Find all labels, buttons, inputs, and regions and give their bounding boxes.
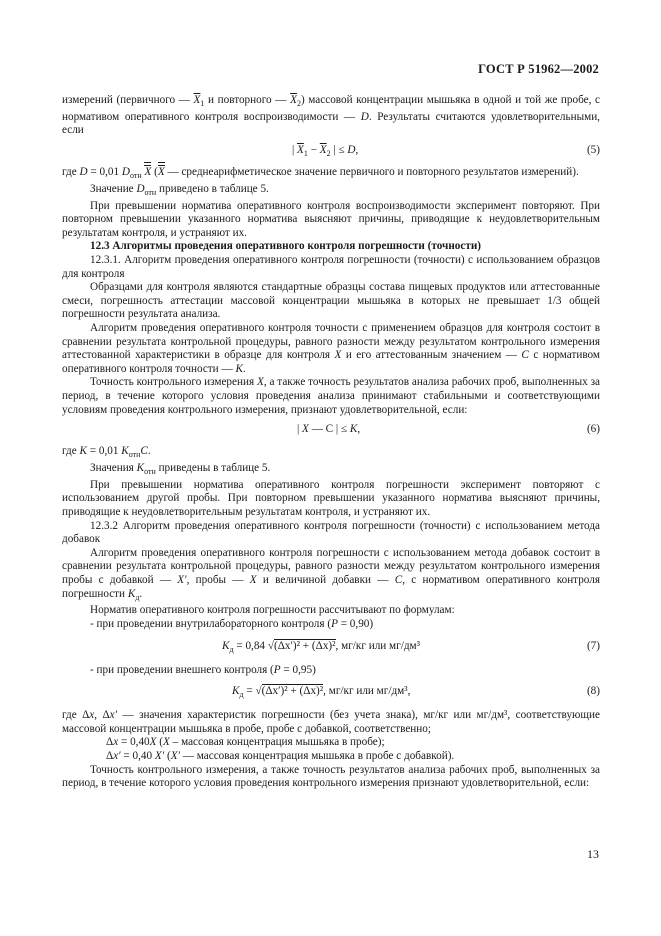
subscript: отн xyxy=(144,467,156,477)
text: . xyxy=(139,587,143,600)
unit: , мг/кг или мг/дм³ xyxy=(335,639,420,652)
var-k: K xyxy=(349,423,358,436)
text: - при проведении внешнего контроля ( xyxy=(90,663,274,676)
text: – массовая концентрация мышьяка в пробе); xyxy=(169,736,385,749)
var-x: X xyxy=(302,423,309,436)
text: с нормативом оперативного контроля точности — xyxy=(62,349,600,375)
var-x2: $\overline{X}$ xyxy=(290,94,297,106)
formula-expression xyxy=(222,640,420,657)
text: , xyxy=(357,423,361,436)
var-k: K xyxy=(136,462,145,474)
radicand: (Δx′)² + (Δx)² xyxy=(273,639,336,652)
formula-5 xyxy=(62,138,600,166)
text: = 0,40 xyxy=(118,736,150,749)
text: Алгоритм проведения оперативного контроля погрешности с использованием метода добавок состоит в сравнении результата контрольной процедуры, равного разности между результатом контрольного измерения пробы с добавкой — xyxy=(62,546,600,586)
subscript: 2 xyxy=(326,149,331,159)
document-code: ГОСТ Р 51962—2002 xyxy=(478,62,599,76)
text: ( xyxy=(164,749,171,762)
subscript: 1 xyxy=(200,99,205,109)
list-item xyxy=(62,618,600,632)
radicand: (Δx′)² + (Δx)² xyxy=(261,685,324,698)
text: , пробы — xyxy=(186,573,250,586)
text: , с нормативом оперативного контроля погрешности xyxy=(62,573,600,600)
formula-7 xyxy=(62,632,600,664)
subsection-heading: 12.3.2 Алгоритм проведения оперативного контроля погрешности (точности) с использованием метода добавок xyxy=(62,519,600,546)
paragraph xyxy=(62,166,600,183)
var-x1: $\overline{X}$ xyxy=(297,144,304,157)
text: = 0,90) xyxy=(337,618,374,630)
var-x: X xyxy=(163,736,170,749)
paragraph xyxy=(62,94,600,138)
paragraph xyxy=(62,281,600,322)
text: Точность контрольного измерения xyxy=(90,376,257,389)
text: ( xyxy=(151,166,158,179)
text: общей погрешности результата анализа. xyxy=(62,294,600,321)
text: Δ xyxy=(106,736,114,749)
var-p: P xyxy=(331,618,338,630)
text: | xyxy=(297,423,303,436)
subscript: отн xyxy=(129,171,142,181)
subscript: 2 xyxy=(296,99,301,109)
var-c: C xyxy=(140,445,148,458)
paragraph: Норматив оперативного контроля погрешности рассчитывают по формулам: xyxy=(90,604,455,617)
var-d: D xyxy=(347,144,356,157)
text: . Результаты считаются удовлетворительными, если xyxy=(62,110,600,137)
text: Δ xyxy=(106,749,114,762)
var-x: X xyxy=(334,349,342,362)
var-x: x xyxy=(113,736,119,749)
subscript: отн xyxy=(144,188,157,198)
text: где xyxy=(62,445,80,458)
var-x2: $\overline{X}$ xyxy=(319,144,327,157)
section-heading: 12.3 Алгоритмы проведения оперативного контроля погрешности (точности) xyxy=(90,240,482,253)
paragraph xyxy=(62,709,600,736)
paragraph xyxy=(62,750,600,764)
subscript: отн xyxy=(128,450,141,460)
text: и повторного — xyxy=(204,94,291,106)
text: = 0,01 xyxy=(86,445,122,458)
var-p: P xyxy=(273,663,281,676)
text: — значения характеристик погрешности (без учета знака), мг/кг или мг/дм³, соответствующие массовой концентрации мышьяка в пробе, пробе с добавкой, соответственно; xyxy=(62,709,600,735)
subscript: 1 xyxy=(303,149,308,159)
text: где Δ xyxy=(62,709,90,722)
var-x: X xyxy=(249,573,257,586)
var-c: C xyxy=(394,573,403,586)
text: Значение xyxy=(90,182,137,195)
text: = 0,01 xyxy=(87,166,122,179)
paragraph xyxy=(62,547,600,605)
formula-expression xyxy=(232,685,410,702)
text: Значения xyxy=(90,462,137,474)
var-d: D xyxy=(136,182,145,195)
text: , а также точность результатов анализа рабочих проб, выполненных за период, в течение которого условия проведения анализа принимают стабильными и соответствующими условиям проведения контрольного измерения, признают удовлетворительной, если: xyxy=(62,376,600,416)
paragraph: Точность контрольного измерения, а также точность результатов анализа рабочих проб, выполненных за период, в течение которого условия проведения контрольного измерения признают удовлетворительной, если: xyxy=(62,763,600,790)
text: . xyxy=(242,362,246,375)
var-d: D xyxy=(121,166,130,179)
text: = √ xyxy=(243,685,262,698)
text: измерений (первичного — xyxy=(62,94,194,106)
paragraph xyxy=(62,183,600,200)
var-c: C xyxy=(521,349,529,362)
var-x-mean: X xyxy=(144,166,152,179)
text: ) массовой концентрации мышьяка в одной и той же пробе, с нормативом оперативного контроля воспроизводимости — xyxy=(62,94,600,123)
formula-number: (6) xyxy=(586,423,600,436)
text: — массовая концентрация мышьяка в пробе с добавкой). xyxy=(180,749,455,762)
var-x: X xyxy=(256,376,264,389)
text: | ≤ xyxy=(330,144,348,157)
text: ( xyxy=(156,736,164,749)
formula-number: (5) xyxy=(586,144,600,157)
formula-8 xyxy=(62,677,600,709)
list-item xyxy=(62,664,600,678)
text: — среднеарифметическое значение первичного и повторного результатов измерений). xyxy=(164,166,579,179)
var-x1: $\overline{X}$ xyxy=(193,94,201,106)
text: = 0,84 √ xyxy=(233,639,274,652)
subscript: д xyxy=(239,690,244,700)
var-k: K xyxy=(127,587,136,600)
text: − xyxy=(307,144,320,157)
subsection-heading: 12.3.1. Алгоритм проведения оперативного контроля погрешности (точности) с использованием образцов для контроля xyxy=(62,254,600,280)
var-x: X xyxy=(149,736,157,749)
formula-number: (8) xyxy=(586,685,600,698)
var-k: K xyxy=(232,685,240,698)
var-d: D xyxy=(79,166,88,179)
subscript: д xyxy=(229,644,234,654)
var-x-prime: X′ xyxy=(154,749,165,762)
paragraph xyxy=(62,462,600,479)
var-k: K xyxy=(235,362,243,375)
var-k: K xyxy=(79,445,87,458)
page-number: 13 xyxy=(587,847,599,861)
var-k: K xyxy=(121,445,129,458)
paragraph xyxy=(62,322,600,376)
var-x-mean: X xyxy=(157,166,165,179)
fraction: 1/3 xyxy=(547,294,562,307)
document-body xyxy=(62,94,600,791)
text: приведены в таблице 5. xyxy=(155,462,271,474)
unit: , мг/кг или мг/дм³, xyxy=(323,685,411,698)
paragraph xyxy=(62,445,600,462)
text: Алгоритм проведения оперативного контроля точности с применением образцов для контроля состоит в сравнении результата контрольной процедуры, равного разности между результатом контрольного измерения аттестованной характеристики в образце для контроля xyxy=(62,322,600,362)
paragraph xyxy=(62,736,600,750)
text: = 0,95) xyxy=(280,663,316,676)
text: и величиной добавки — xyxy=(256,573,395,586)
var-d: D xyxy=(360,110,369,123)
formula-6 xyxy=(62,417,600,445)
var-x-prime: X′ xyxy=(170,749,180,762)
text: . xyxy=(147,445,151,458)
text: , xyxy=(355,144,359,157)
text: , Δ xyxy=(94,709,110,722)
var-x-prime: x′ xyxy=(113,749,121,762)
text: = 0,40 xyxy=(120,749,155,762)
text: | xyxy=(292,144,298,157)
var-x-prime: x′ xyxy=(109,709,118,722)
paragraph xyxy=(62,376,600,417)
formula-number: (7) xyxy=(586,639,600,652)
text: и его аттестованным значением — xyxy=(341,349,522,362)
text: приведено в таблице 5. xyxy=(156,182,269,195)
var-k: K xyxy=(222,639,230,652)
text: — C | ≤ xyxy=(308,423,350,436)
paragraph: При превышении норматива оперативного контроля погрешности эксперимент повторяют с использованием другой пробы. При повторном превышении указанного норматива выясняют причины, приводящие к неудовлетворительным результатам контроля, и устраняют их. xyxy=(62,478,600,519)
formula-expression xyxy=(297,423,360,437)
paragraph: При превышении норматива оперативного контроля воспроизводимости эксперимент повторяют. При повторном превышении указанного норматива выясняют причины, приводящие к неудовлетворительным результатам контроля, и устраняют их. xyxy=(62,199,600,239)
subscript: д xyxy=(135,592,140,602)
formula-expression xyxy=(292,144,358,161)
text: где xyxy=(62,166,80,179)
var-x: x xyxy=(89,709,95,722)
text: Образцами для контроля являются стандартные образцы состава пищевых продуктов или аттестованные смеси, погрешность аттестации массовой концентрации мышьяка в которых не превышает xyxy=(62,281,600,307)
var-x-prime: X′ xyxy=(177,573,187,586)
text: - при проведении внутрилабораторного контроля ( xyxy=(90,618,332,630)
